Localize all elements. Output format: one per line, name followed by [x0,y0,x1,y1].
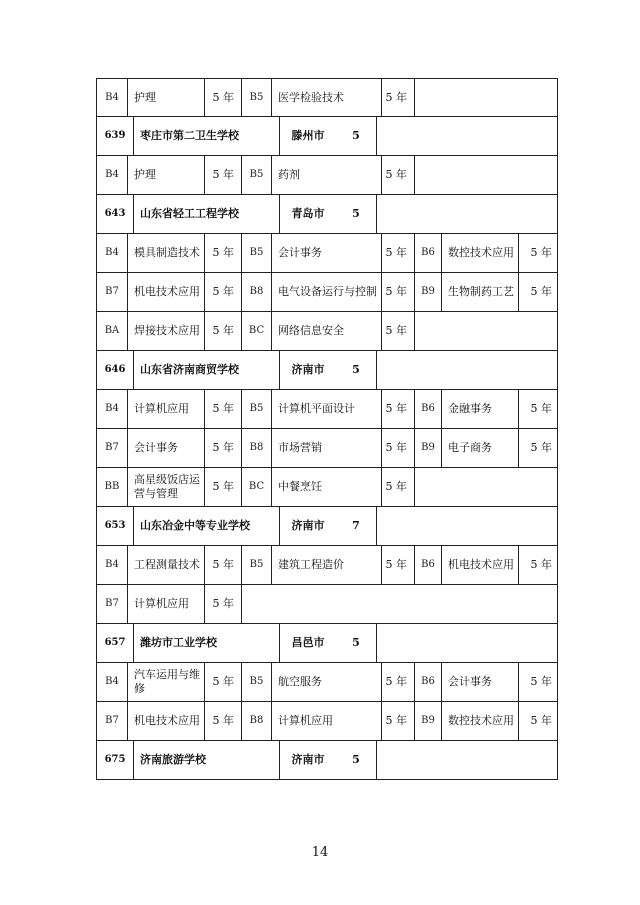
major-code: B9 [414,273,441,311]
study-years: 5 年 [204,546,241,584]
school-name: 山东冶金中等专业学校 [133,507,279,545]
program-row [96,468,558,507]
school-plan-count: 5 [352,129,360,142]
major-name: 机电技术应用 [441,546,518,584]
major-code: B7 [105,442,119,453]
empty-cell [376,624,559,662]
major-name: 模具制造技术 [127,234,204,272]
study-years: 5 年 [518,234,559,272]
major-name: 焊接技术应用 [127,312,204,350]
major-name: 机电技术应用 [127,273,204,311]
program-row [96,585,558,624]
program-row [96,429,558,468]
study-years: 5 年 [381,546,414,584]
program-row [96,312,558,351]
program-row [96,702,558,741]
program-row [96,156,558,195]
study-years: 5 年 [518,429,559,467]
empty-cell [414,312,559,350]
major-code: B4 [105,91,119,103]
major-code: B5 [241,234,271,272]
major-name: 电气设备运行与控制 [271,273,381,311]
school-code: 653 [104,520,126,531]
study-years: 5 年 [381,390,414,428]
school-code: 639 [104,130,126,141]
major-code: BC [241,312,271,350]
major-name: 建筑工程造价 [271,546,381,584]
program-row [96,390,558,429]
study-years: 5 年 [204,234,241,272]
school-row [96,741,558,780]
study-years: 5 年 [204,312,241,350]
study-years: 5 年 [381,79,414,116]
major-code: B6 [414,663,441,701]
program-row [96,273,558,312]
school-city: 济南市 [279,741,336,779]
school-code: 657 [104,637,126,648]
study-years: 5 年 [381,312,414,350]
major-name: 会计事务 [271,234,381,272]
major-code: B6 [414,546,441,584]
major-code: B8 [241,273,271,311]
study-years: 5 年 [381,156,414,194]
school-row [96,624,558,663]
school-name: 山东省济南商贸学校 [133,351,279,389]
major-code: B7 [105,286,119,297]
major-code: B7 [105,715,119,726]
major-code: BA [104,325,120,336]
major-name: 数控技术应用 [441,234,518,272]
study-years: 5 年 [204,156,241,194]
major-name: 航空服务 [271,663,381,701]
program-row [96,234,558,273]
major-name: 电子商务 [441,429,518,467]
school-row [96,507,558,546]
major-code: B5 [241,546,271,584]
major-code: B9 [414,429,441,467]
empty-cell [376,117,559,155]
major-name: 汽车运用与维修 [127,663,204,701]
study-years: 5 年 [204,702,241,740]
study-years: 5 年 [204,585,241,623]
major-name: 护理 [127,79,204,116]
study-years: 5 年 [204,79,241,116]
major-name: 市场营销 [271,429,381,467]
major-name: 会计事务 [441,663,518,701]
empty-cell [376,507,559,545]
major-code: B5 [241,156,271,194]
major-code: B5 [241,663,271,701]
major-code: B7 [105,598,119,609]
major-code: B8 [241,702,271,740]
study-years: 5 年 [518,663,559,701]
major-code: B4 [105,403,119,414]
major-name: 网络信息安全 [271,312,381,350]
study-years: 5 年 [518,546,559,584]
study-years: 5 年 [381,273,414,311]
school-row [96,117,558,156]
major-name: 金融事务 [441,390,518,428]
school-city: 济南市 [279,351,336,389]
major-code: B4 [105,247,119,258]
school-city: 济南市 [279,507,336,545]
major-name: 高星级饭店运营与管理 [127,468,204,506]
major-name: 生物制药工艺 [441,273,518,311]
study-years: 5 年 [204,663,241,701]
program-row [96,663,558,702]
school-name: 山东省轻工工程学校 [133,195,279,233]
school-city: 昌邑市 [279,624,336,662]
school-row [96,351,558,390]
major-code: B4 [105,169,119,180]
empty-cell [414,156,559,194]
study-years: 5 年 [204,468,241,506]
major-code: BB [104,481,120,492]
program-row [96,546,558,585]
major-code: B5 [241,79,271,116]
empty-cell [414,79,559,116]
page-number: 14 [311,845,329,860]
study-years: 5 年 [381,234,414,272]
study-years: 5 年 [518,702,559,740]
school-code: 646 [104,364,126,375]
school-city: 青岛市 [279,195,336,233]
major-name: 机电技术应用 [127,702,204,740]
study-years: 5 年 [381,663,414,701]
school-code: 675 [104,754,126,765]
school-row [96,195,558,234]
school-plan-count: 5 [352,753,360,766]
study-years: 5 年 [204,390,241,428]
major-name: 计算机应用 [127,390,204,428]
study-years: 5 年 [381,702,414,740]
major-code: B5 [241,390,271,428]
study-years: 5 年 [204,429,241,467]
school-name: 枣庄市第二卫生学校 [133,117,279,155]
major-name: 计算机应用 [127,585,204,623]
major-name: 医学检验技术 [271,79,381,116]
program-row [96,78,558,117]
major-code: B6 [414,390,441,428]
school-plan-count: 5 [352,207,360,220]
empty-cell [414,468,559,506]
major-name: 中餐烹饪 [271,468,381,506]
major-code: B6 [414,234,441,272]
empty-cell [376,741,559,779]
school-code: 643 [104,208,126,219]
school-city: 滕州市 [279,117,336,155]
study-years: 5 年 [381,429,414,467]
major-name: 药剂 [271,156,381,194]
study-years: 5 年 [518,273,559,311]
study-years: 5 年 [518,390,559,428]
enrollment-table [96,78,558,780]
study-years: 5 年 [381,468,414,506]
major-name: 数控技术应用 [441,702,518,740]
school-name: 潍坊市工业学校 [133,624,279,662]
empty-cell [241,585,559,623]
school-plan-count: 7 [352,519,360,532]
major-name: 计算机应用 [271,702,381,740]
major-name: 工程测量技术 [127,546,204,584]
major-code: B4 [105,559,119,570]
major-code: BC [241,468,271,506]
major-code: B8 [241,429,271,467]
school-plan-count: 5 [352,636,360,649]
school-plan-count: 5 [352,363,360,376]
major-code: B9 [414,702,441,740]
school-name: 济南旅游学校 [133,741,279,779]
major-name: 计算机平面设计 [271,390,381,428]
study-years: 5 年 [204,273,241,311]
empty-cell [376,351,559,389]
major-name: 护理 [127,156,204,194]
empty-cell [376,195,559,233]
major-name: 会计事务 [127,429,204,467]
major-code: B4 [105,676,119,687]
